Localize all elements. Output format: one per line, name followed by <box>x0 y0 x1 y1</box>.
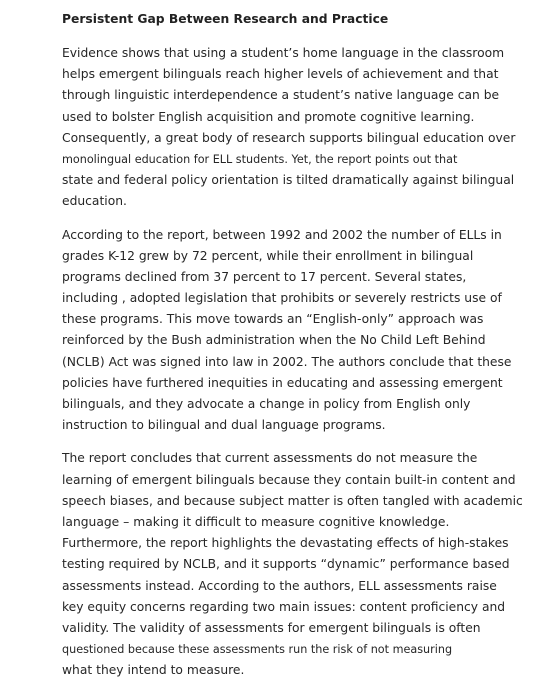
paragraph-line: According to the report, between 1992 and 2002 the number of ELLs in <box>62 227 502 242</box>
paragraph-line: what they intend to measure. <box>62 663 245 678</box>
paragraph-line: grades K-12 grew by 72 percent, while their enrollment in bilingual <box>62 248 474 263</box>
paragraph-line: instruction to bilingual and dual language programs. <box>62 418 386 433</box>
paragraph-line: state and federal policy orientation is tilted dramatically against bilingual <box>62 173 515 188</box>
paragraph-line: learning of emergent bilinguals because they contain built-in content and <box>62 472 516 487</box>
paragraph-line: reinforced by the Bush administration when the No Child Left Behind <box>62 333 486 348</box>
paragraph-line: Evidence shows that using a student’s home language in the classroom <box>62 46 505 60</box>
paragraph-line: used to bolster English acquisition and promote cognitive learning. <box>62 109 475 124</box>
paragraph-line: policies have furthered inequities in educating and assessing emergent <box>62 375 503 390</box>
article <box>62 8 523 693</box>
paragraph-1 <box>62 43 516 213</box>
paragraph-line: speech biases, and because subject matter is often tangled with academic <box>62 493 523 508</box>
paragraph-line: The report concludes that current assessments do not measure the <box>62 451 478 466</box>
paragraph-line: Furthermore, the report highlights the devastating effects of high-stakes <box>62 536 509 551</box>
paragraph-line: (NCLB) Act was signed into law in 2002. The authors conclude that these <box>62 354 512 369</box>
paragraph-line: these programs. This move towards an “English-only” approach was <box>62 312 484 327</box>
paragraph-line: through linguistic interdependence a student’s native language can be <box>62 88 500 103</box>
paragraph-line: programs declined from 37 percent to 17 percent. Several states, <box>62 269 467 284</box>
paragraph-line: language – making it difficult to measure cognitive knowledge. <box>62 514 450 529</box>
section-heading: Persistent Gap Between Research and Practice <box>62 12 389 26</box>
paragraph-line: assessments instead. According to the authors, ELL assessments raise <box>62 578 497 593</box>
paragraph-line: Consequently, a great body of research supports bilingual education over <box>62 130 516 145</box>
paragraph-line: testing required by NCLB, and it supports “dynamic” performance based <box>62 557 510 572</box>
paragraph-3 <box>62 448 523 681</box>
paragraph-line: helps emergent bilinguals reach higher levels of achievement and that <box>62 67 499 82</box>
paragraph-2 <box>62 225 512 437</box>
paragraph-line: validity. The validity of assessments for emergent bilinguals is often <box>62 620 481 635</box>
paragraph-line: education. <box>62 194 127 209</box>
paragraph-line: including , adopted legislation that prohibits or severely restricts use of <box>62 291 502 306</box>
paragraph-line: key equity concerns regarding two main issues: content proficiency and <box>62 599 506 614</box>
paragraph-line: bilinguals, and they advocate a change in policy from English only <box>62 397 471 411</box>
paragraph-line: monolingual education for ELL students. Yet, the report points out that <box>62 152 458 166</box>
paragraph-line: questioned because these assessments run the risk of not measuring <box>62 643 453 657</box>
